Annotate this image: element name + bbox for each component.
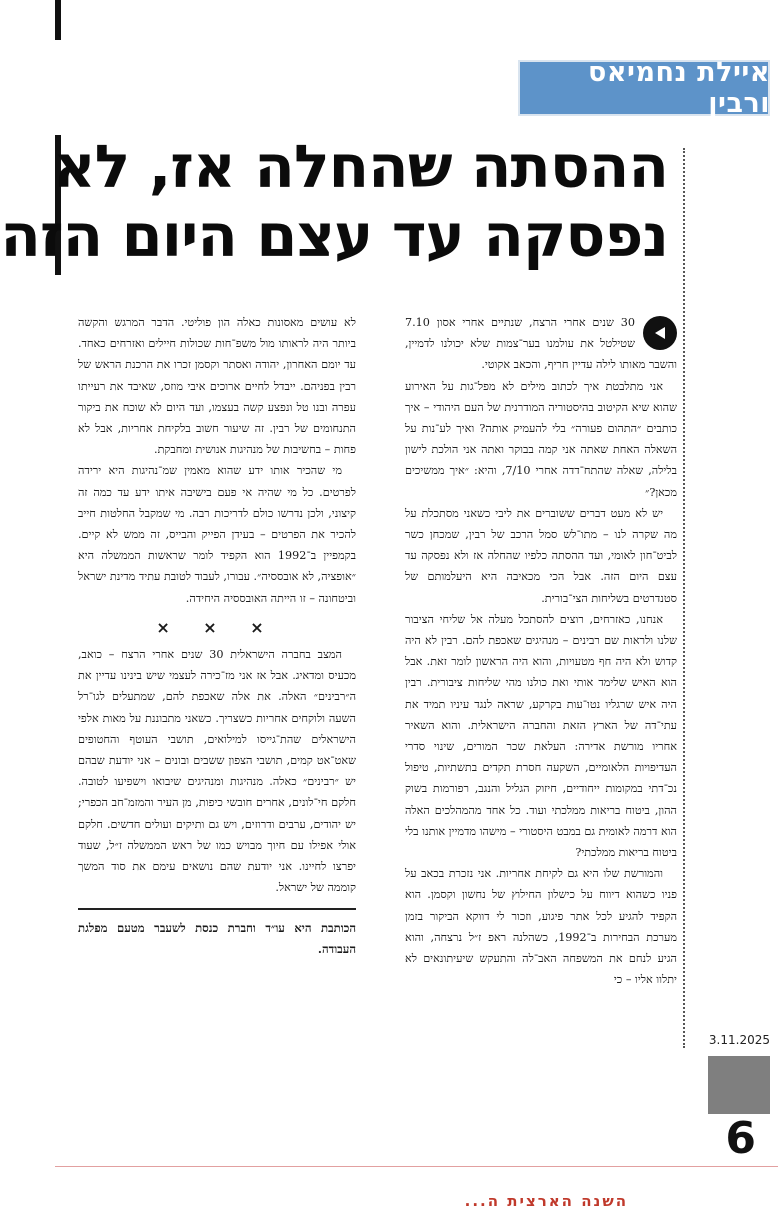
section-separator: × × ×: [156, 617, 278, 637]
author-name: איילת נחמיאס ורבין: [587, 57, 770, 119]
byline-divider: [78, 908, 356, 910]
paragraph: אני מתלבטת איך לכתוב מילים לא מפל־גות על האירוע שהוא שיא הקיטוב בהיסטוריה המודרנית של העם היהודי – איך כותבים ״התהום פעורה״ בלי להעמיק אותה? ואיך לע־נות על השאלה האחת שאתה אני קמה בבוקר ואתה אני הולכת לישון בלילה, שאלה שהתח־דדה אחרי 7/10, והיא: ״איך ממשיכים מכאן?״: [405, 379, 677, 499]
arrow-left-icon: [643, 316, 677, 350]
paragraph: לא עושים מאסונות כאלה הון פוליטי. הדבר המרגש והקשה ביותר היה לראותו מול משפ־חות שכולות חיילים ואזרחים כאחד. עד יומם האחרון, יהודה ואסתר וקסמן זכרו את הרכנת הראש של רבין בפניהם. ייבדל לחיים ארוכים איבי מוזס, שאיבד את רעייתו עפרה ובנו טל ונפצע קשה בעצמו, ועד היום לא שוכח את ביקור התנחומים של רבין. זה שיעור חשוב בלקיחת אחריות, אבל לא פחות – בחשיבות של מנהיגות אנושית ומחבקת.: [78, 316, 356, 457]
author-banner: [518, 57, 770, 119]
page-color-block: [708, 1056, 770, 1114]
paragraph: והמורשת שלו היא גם לקיחת אחריות. אני נזכרת בכאב על פניו כשהוא דיווח על כישלון החילוץ של נחשון וקסמן. הוא הקפיד להגיע לכל אתר פיגוע, וזכור לי דווקא הביקור בזמן מערכת הבחירות ב־1992, כשהלנה ראפ ז״ל נרצחה, והוא הגיע לנחם את המשפחה האב־לה והתעקש שיעיתונאים לא יתלוו אליו – כי: [405, 867, 677, 987]
headline-line-2: נפסקה עד עצם היום הזה: [0, 201, 668, 270]
footer-strip: השנה הארצית ה...: [464, 1192, 628, 1210]
column-divider-right: [683, 148, 685, 1048]
headline-line-1: ההסתה שהחלה אז, לא: [52, 132, 668, 201]
paragraph: יש לא מעט דברים ששוברים את ליבי כשאני מסתכלת על מה שקרה לנו – מתו־לש סמל הרכב של רבין, שמכחן כשר לביט־חון לאומי, ועד ההסתה כלפיו שהחלה אז ולא נפסקה עד עצם היום הזה. אבל הכי מכאיבה היא היעלמותם של סטנדרטים בשליחות הצי־בורית.: [405, 506, 677, 605]
page-number: 6: [725, 1113, 756, 1164]
paragraph: מי שהכיר אותו ידע שהוא מאמין שמ־נהיגות היא ירידה לפרטים. כל מי שהיה אי פעם בישיבה איתו ידע עד כמה זה קיצוני, ולכן נדרשו כולם לדריכות רבה. מי שמקבל החלטות חייב להכיר את הפרטים – בעידן הפייק והבייס, זה ממש לא קיים. בקמפיין ב־1992 הוא הקפיד לומר שראשות הממשלה היא ״אופציה, לא אובססיה״. עבורו, לעבוד לטובת עתיד מדינת ישראל וביטחונה – זו הייתה האובססיה היחידה.: [78, 464, 356, 605]
issue-date: 3.11.2025: [708, 1033, 770, 1047]
article-column-left: [78, 312, 356, 960]
paragraph: אנחנו, כאזרחים, רוצים להסתכל מעלה אל שליחי הציבור שלנו ולראות שם רבינים – מנהיגים שאכפת להם. רבין לא היה קדוש ולא היה חף מטעויות, והוא היה הראשון לומר זאת. אבל הוא האיש שלימד אותי ואת כולנו מהי שליחות ציבורית. רבין היה איש שרגליו נטו־עות בקרקע, שראה לנגד עיניו תמיד את עתי־דה של הארץ הזאת והחברה הישראלית. והוא השאיר אחריו מורשת אדירה: העלאת שכר המורים, שינוי סדרי העדיפויות הלאומיים, השקעה חסרת תקדים בתשתיות, טיפול נכ־דתי במקומות ייחודיים, חיזוק הגליל והנגב, רפורמות בשוק ההון, ביטוח בריאות ממלכתי ועוד. כל אחד מהמהלכים האלה הוא דרמה לאומית גם במבט היסטורי – מישהו מדמיין אותנו בלי ביטוח בריאות ממלכתי?: [405, 612, 677, 860]
paragraph: 30 שנים אחרי הרצח, שנתיים אחרי אסון 7.10 שטילטל את עולמנו בער־צמות שלא יכולנו לדמיין, והשבר מאותו לילה עדיין חריף, והכאב אקוטי.: [405, 316, 677, 372]
headline: [0, 132, 668, 270]
author-byline: הכותבת היא עו״ד וחברת כנסת לשעבר מטעם מפלגת העבודה.: [78, 921, 356, 957]
bottom-rule: [55, 1166, 778, 1167]
paragraph: המצב בחברה הישראלית 30 שנים אחרי הרצח – כואב, מכעיס ומדאיג. אבל אז אני מז־כירה לעצמי שיש בינינו עדיין את ה״רבינים״ האלה. את אלה שאכפת להם, שמתעלים לגו־רל השעה ולוקחים אחריות כשצריך. כשאני מתבוננת על מאות אלפי הישראלים שהת־גייסו למילואים, תושבי העוטף והחטופים שאט־אט קמים, תושבי הצפון ששבים ובונים – אני יודעת שבהם יש ״רבינים״ כאלה. מנהיגות ומנהיגים שיבואו וישפיעו לטובה. חלקם חי־לונים, אחרים חובשי כיפות, מן העיר והמזמ־חב הכפרי; יש יהודים, ערבים ודרוזים, ויש גם ותיקים ועולים חדשים. חלקם אולי אפילו עם חיוך מבויש כמו של ראש הממשלה ז״ל, שעוד יפרצו לחיינו. אני יודעת שהם נושאים עימם את סוד המשך קוממה של ישראל.: [78, 648, 356, 895]
page-edge-top: [55, 0, 61, 40]
article-column-right: [405, 312, 677, 991]
